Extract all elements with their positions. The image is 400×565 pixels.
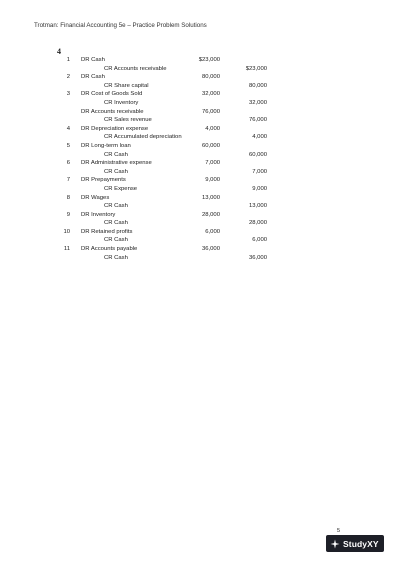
credit-amount: 4,000	[252, 134, 267, 141]
entry-debit-row	[0, 73, 400, 82]
credit-amount: 32,000	[248, 99, 267, 106]
credit-amount: $23,000	[245, 65, 267, 72]
entry-debit-row	[0, 245, 400, 254]
entry-credit-row	[0, 185, 400, 194]
entry-number: 9	[66, 211, 70, 218]
entry-credit-row	[0, 82, 400, 91]
entry-number: 4	[66, 125, 70, 132]
entry-number: 1	[66, 57, 70, 63]
question-number: 4	[57, 47, 61, 56]
entry-credit-row	[0, 99, 400, 108]
credit-amount: 60,000	[248, 151, 267, 158]
entry-number: 6	[66, 160, 70, 167]
debit-account: DR Cash	[81, 74, 105, 81]
entry-credit-row	[0, 202, 400, 211]
debit-account: DR Inventory	[81, 211, 116, 218]
debit-account: DR Depreciation expense	[81, 125, 149, 132]
debit-account: DR Accounts receivable	[81, 108, 144, 115]
entry-debit-row	[0, 90, 400, 99]
credit-account: CR Cash	[104, 168, 128, 175]
debit-amount: 4,000	[205, 125, 220, 132]
credit-amount: 7,000	[252, 168, 267, 175]
entry-credit-row	[0, 133, 400, 142]
credit-amount: 76,000	[248, 117, 267, 124]
entry-debit-row	[0, 176, 400, 185]
credit-account: CR Inventory	[104, 99, 139, 106]
debit-amount: 36,000	[201, 246, 220, 253]
debit-account: DR Cash	[81, 57, 105, 63]
credit-amount: 13,000	[248, 203, 267, 210]
document-header: Trotman: Financial Accounting 5e – Practice Problem Solutions	[34, 22, 207, 29]
entry-debit-row	[0, 159, 400, 168]
credit-account: CR Cash	[104, 203, 128, 210]
entry-debit-row	[0, 108, 400, 117]
page-number: 5	[337, 528, 341, 534]
entry-credit-row	[0, 254, 400, 263]
credit-amount: 9,000	[252, 185, 267, 192]
debit-account: DR Cost of Goods Sold	[81, 91, 143, 98]
entry-credit-row	[0, 116, 400, 125]
debit-amount: 60,000	[201, 142, 220, 149]
debit-amount: 28,000	[201, 211, 220, 218]
entry-credit-row	[0, 151, 400, 160]
entry-number: 10	[63, 228, 70, 235]
debit-amount: 13,000	[201, 194, 220, 201]
entry-debit-row	[0, 211, 400, 220]
entry-credit-row	[0, 236, 400, 245]
credit-account: CR Cash	[104, 254, 128, 261]
studyxy-logo	[326, 535, 384, 552]
entry-credit-row	[0, 65, 400, 74]
credit-amount: 28,000	[248, 220, 267, 227]
credit-account: CR Cash	[104, 237, 128, 244]
entry-number: 3	[66, 91, 70, 98]
entry-number: 8	[66, 194, 70, 201]
debit-amount: 6,000	[205, 228, 220, 235]
debit-account: DR Accounts payable	[81, 246, 138, 253]
debit-account: DR Long-term loan	[81, 142, 131, 149]
credit-account: CR Share capital	[104, 82, 149, 89]
entry-debit-row	[0, 125, 400, 134]
credit-account: CR Accounts receivable	[104, 65, 167, 72]
entry-debit-row	[0, 56, 400, 65]
debit-amount: 32,000	[201, 91, 220, 98]
entry-debit-row	[0, 194, 400, 203]
entry-debit-row	[0, 228, 400, 237]
entry-number: 5	[66, 142, 70, 149]
plus-sparkle-icon	[330, 539, 340, 549]
entry-credit-row	[0, 168, 400, 177]
debit-amount: $23,000	[198, 57, 220, 63]
credit-amount: 36,000	[248, 254, 267, 261]
credit-amount: 80,000	[248, 82, 267, 89]
debit-account: DR Wages	[81, 194, 110, 201]
credit-account: CR Expense	[104, 185, 138, 192]
debit-amount: 80,000	[201, 74, 220, 81]
credit-account: CR Accumulated depreciation	[104, 134, 182, 141]
credit-account: CR Cash	[104, 220, 128, 227]
credit-account: CR Cash	[104, 151, 128, 158]
debit-amount: 76,000	[201, 108, 220, 115]
debit-account: DR Administrative expense	[81, 160, 152, 167]
logo-text: StudyXY	[343, 538, 379, 549]
credit-account: CR Sales revenue	[104, 117, 152, 124]
entry-credit-row	[0, 219, 400, 228]
debit-account: DR Prepayments	[81, 177, 126, 184]
entry-number: 11	[63, 246, 70, 253]
entry-number: 7	[66, 177, 70, 184]
debit-amount: 7,000	[205, 160, 220, 167]
debit-account: DR Retained profits	[81, 228, 133, 235]
credit-amount: 6,000	[252, 237, 267, 244]
debit-amount: 9,000	[205, 177, 220, 184]
journal-entries	[0, 56, 400, 262]
entry-number: 2	[66, 74, 70, 81]
entry-debit-row	[0, 142, 400, 151]
